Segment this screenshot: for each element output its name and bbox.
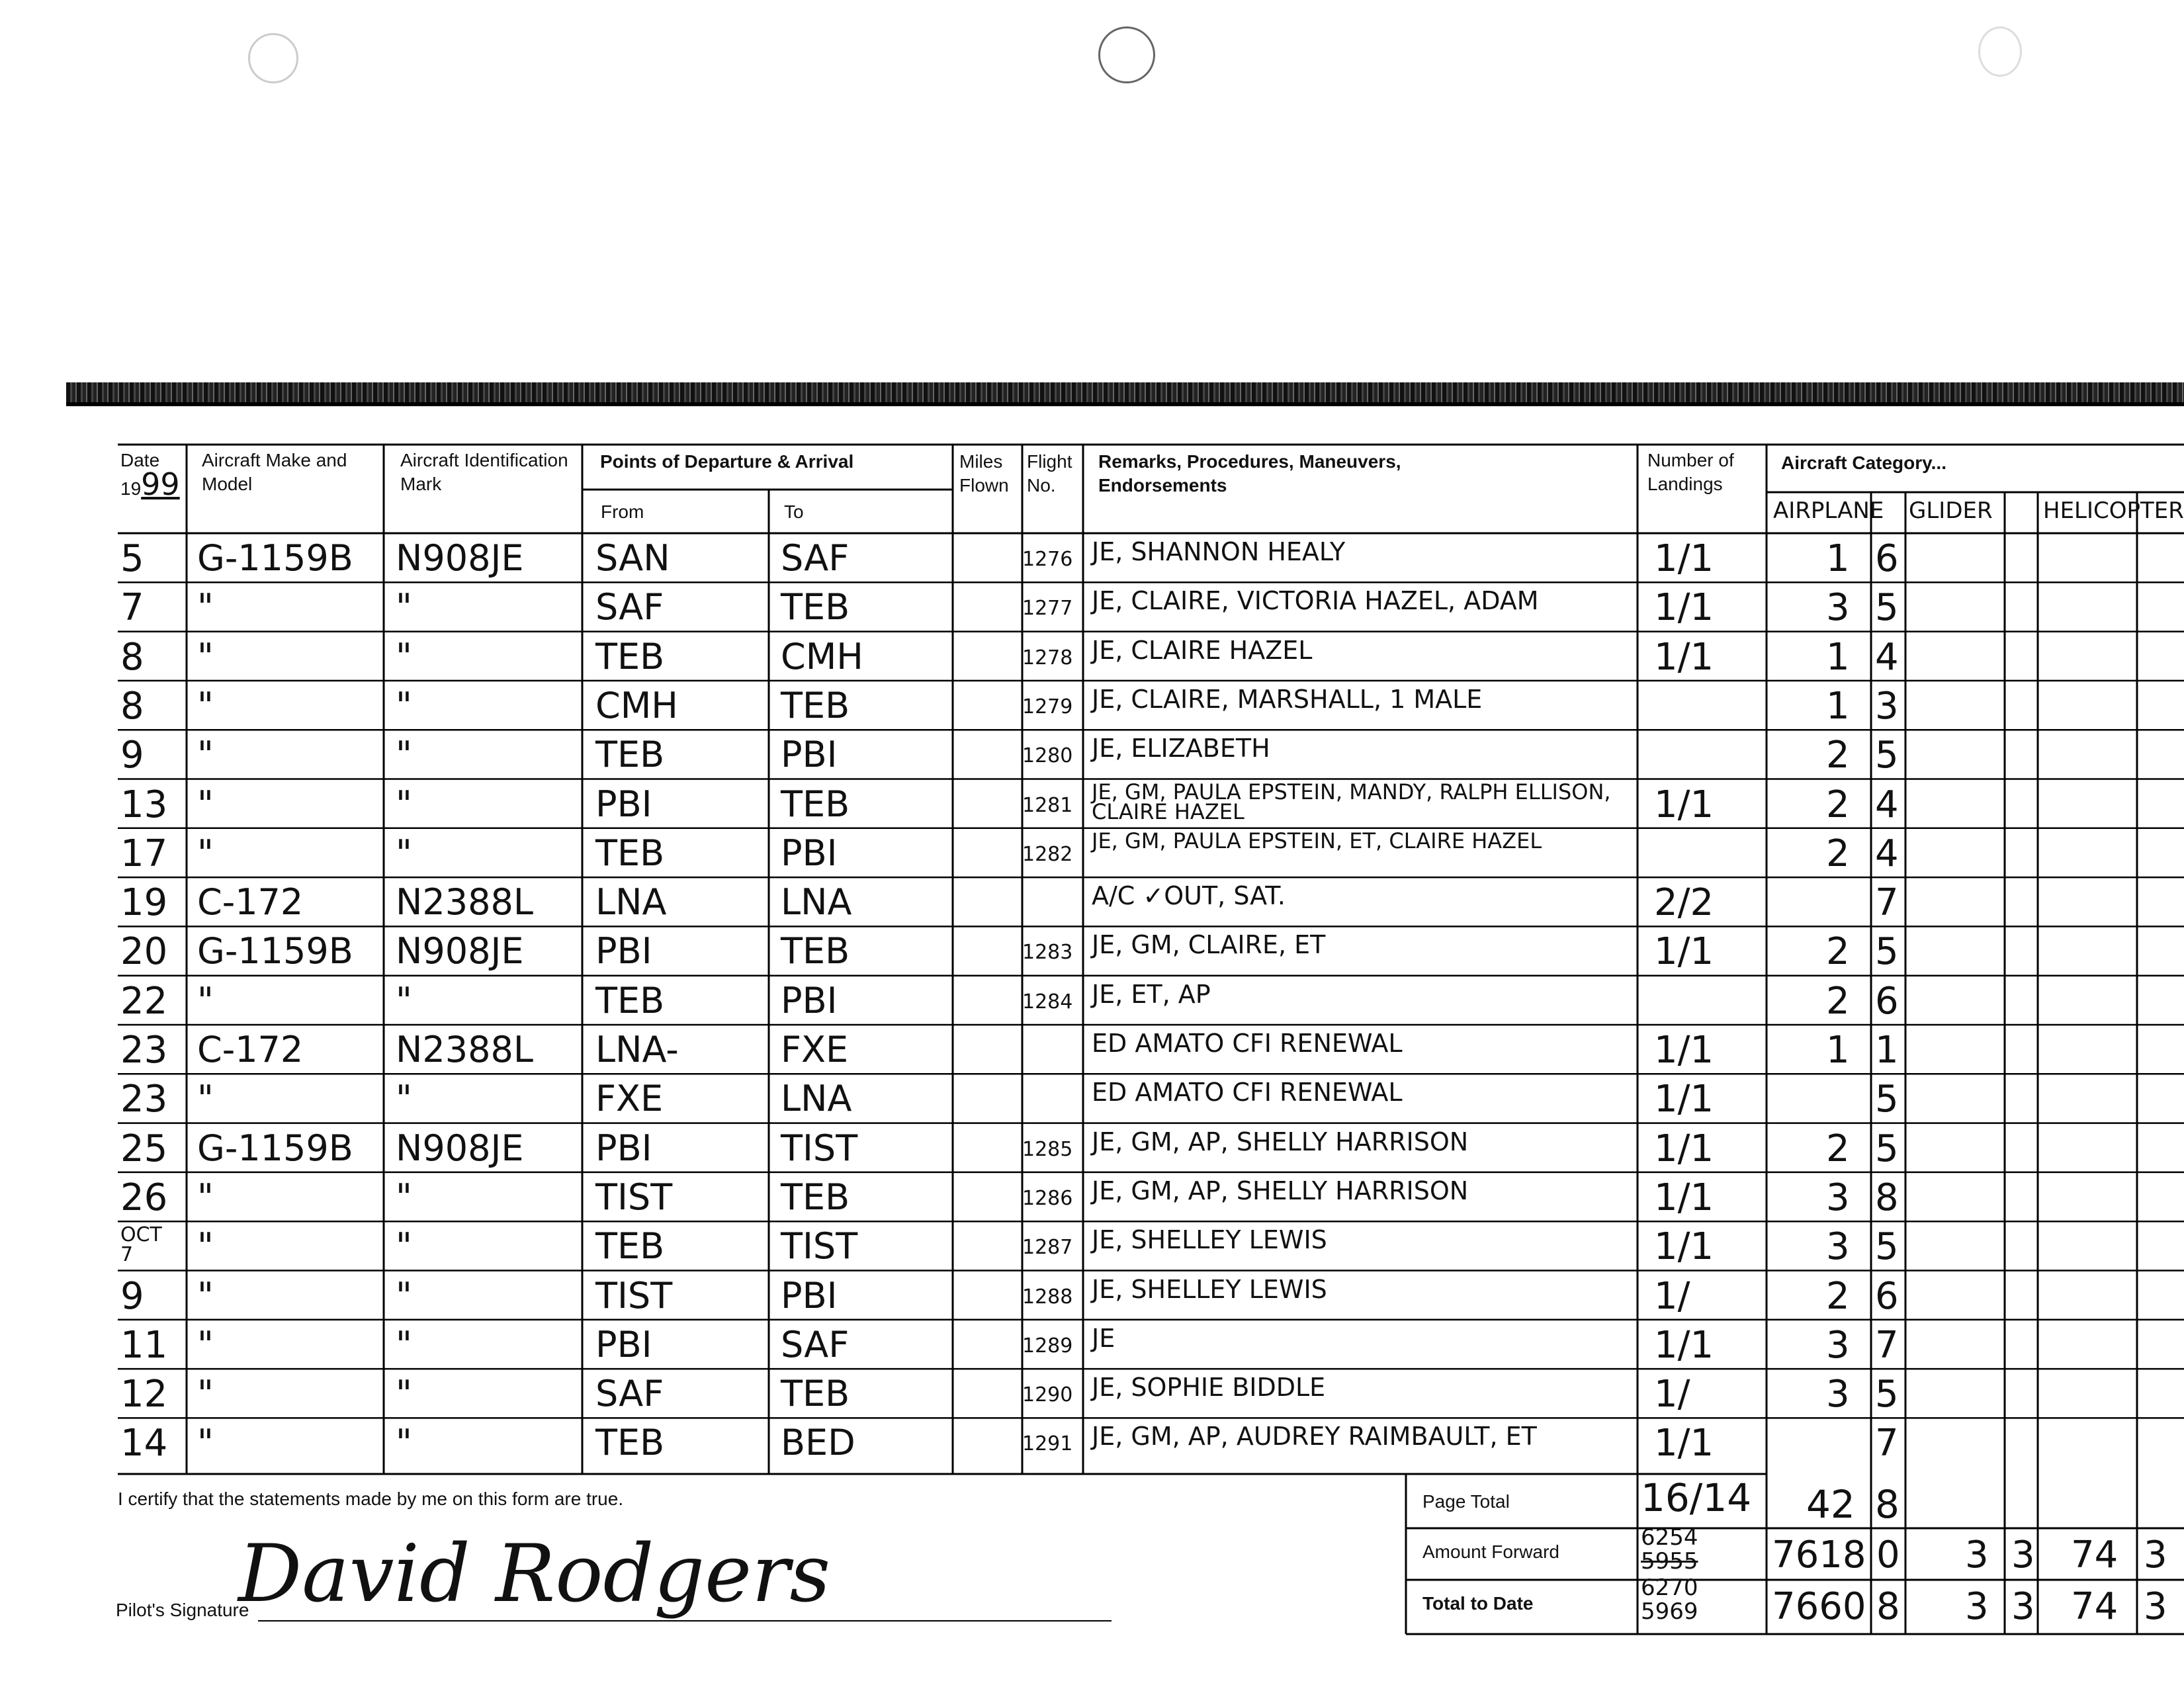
row-airplane-hours: 3	[1826, 586, 1850, 630]
total-glider-tenths: 3	[2011, 1585, 2035, 1628]
row-aircraft-mark: "	[396, 635, 412, 677]
row-airplane-hours: 2	[1826, 1127, 1850, 1170]
cat-glider: GLIDER	[1909, 497, 1993, 524]
row-airplane-tenths: 6	[1875, 979, 1899, 1023]
row-remarks: JE, GM, CLAIRE, ET	[1092, 930, 1326, 960]
row-flight-no: 1288	[1022, 1285, 1073, 1309]
row-to: TEB	[781, 586, 850, 628]
row-to: LNA	[781, 1078, 852, 1120]
row-landings: 1/1	[1654, 586, 1714, 630]
row-airplane-hours: 1	[1826, 684, 1850, 728]
row-aircraft-make: "	[197, 1078, 214, 1120]
row-airplane-tenths: 5	[1875, 1225, 1899, 1269]
row-landings: 1/1	[1654, 783, 1714, 826]
row-from: TEB	[595, 635, 665, 677]
forward-heli-hours: 74	[2071, 1534, 2118, 1577]
row-remarks: JE, GM, PAULA EPSTEIN, ET, CLAIRE HAZEL	[1092, 828, 1542, 853]
certify-text: I certify that the statements made by me on this form are true.	[118, 1489, 624, 1509]
forward-landings-top: 6254	[1641, 1524, 1698, 1551]
page-total-label: Page Total	[1422, 1491, 1510, 1512]
row-remarks: JE, SHELLEY LEWIS	[1092, 1225, 1327, 1255]
total-heli-hours: 74	[2071, 1585, 2118, 1628]
row-airplane-hours: 1	[1826, 635, 1850, 679]
row-flight-no: 1283	[1022, 941, 1073, 965]
row-aircraft-mark: N908JE	[396, 537, 524, 579]
pilot-signature	[238, 1528, 830, 1620]
row-aircraft-mark: N908JE	[396, 930, 524, 973]
row-landings: 1/1	[1654, 1029, 1714, 1072]
row-aircraft-mark: "	[396, 1422, 412, 1464]
row-aircraft-mark: "	[396, 734, 412, 776]
row-aircraft-make: "	[197, 1225, 214, 1268]
forward-hours: 7618	[1772, 1534, 1866, 1577]
row-from: PBI	[595, 1323, 652, 1365]
row-airplane-tenths: 7	[1875, 1323, 1899, 1367]
row-airplane-tenths: 4	[1875, 783, 1899, 826]
row-remarks: JE	[1092, 1323, 1115, 1353]
row-airplane-tenths: 4	[1875, 635, 1899, 679]
category-header	[1781, 451, 1946, 475]
row-to: BED	[781, 1422, 855, 1464]
row-from: TEB	[595, 832, 665, 874]
row-aircraft-make: "	[197, 586, 214, 628]
row-from: TEB	[595, 1225, 665, 1268]
row-airplane-hours: 2	[1826, 1274, 1850, 1318]
date-year-prefix: 19	[120, 478, 142, 499]
signature-label: Pilot's Signature	[116, 1600, 249, 1620]
flight-header: Flight No.	[1027, 451, 1072, 496]
row-from: PBI	[595, 783, 652, 825]
row-airplane-hours: 2	[1826, 734, 1850, 777]
row-aircraft-mark: "	[396, 1225, 412, 1268]
row-airplane-tenths: 7	[1875, 881, 1899, 925]
row-flight-no: 1287	[1022, 1236, 1073, 1260]
row-remarks: JE, SOPHIE BIDDLE	[1092, 1373, 1326, 1403]
forward-tenths: 0	[1876, 1534, 1900, 1577]
row-aircraft-make: "	[197, 832, 214, 874]
row-date: 20	[120, 930, 168, 974]
row-airplane-tenths: 3	[1875, 684, 1899, 728]
row-date: 7	[120, 586, 144, 630]
row-from: PBI	[595, 1127, 652, 1169]
row-flight-no: 1280	[1022, 744, 1073, 768]
row-remarks: A/C ✓OUT, SAT.	[1092, 881, 1286, 911]
row-landings: 1/1	[1654, 1323, 1714, 1367]
row-from: SAF	[595, 1373, 664, 1415]
row-flight-no: 1285	[1022, 1137, 1073, 1161]
row-aircraft-mark: "	[396, 1373, 412, 1415]
amount-forward-label: Amount Forward	[1422, 1541, 1559, 1562]
row-flight-no: 1279	[1022, 695, 1073, 718]
to-header: To	[784, 501, 804, 522]
row-date: 13	[120, 783, 168, 826]
row-remarks: JE, SHELLEY LEWIS	[1092, 1274, 1327, 1304]
row-date: 17	[120, 832, 168, 875]
row-flight-no: 1291	[1022, 1432, 1073, 1456]
row-airplane-hours: 2	[1826, 930, 1850, 974]
row-airplane-tenths: 5	[1875, 734, 1899, 777]
row-to: CMH	[781, 635, 863, 677]
row-airplane-hours: 2	[1826, 832, 1850, 875]
row-landings: 1/1	[1654, 1078, 1714, 1121]
row-from: PBI	[595, 930, 652, 973]
row-from: FXE	[595, 1078, 664, 1120]
row-flight-no: 1289	[1022, 1334, 1073, 1358]
row-date: 23	[120, 1078, 168, 1121]
row-airplane-tenths: 7	[1875, 1422, 1899, 1465]
row-to: TIST	[781, 1127, 858, 1169]
cat-helicopter: HELICOPTER	[2043, 497, 2184, 524]
total-to-date-label: Total to Date	[1422, 1593, 1534, 1614]
row-flight-no: 1290	[1022, 1383, 1073, 1407]
row-landings: 1/1	[1654, 1176, 1714, 1219]
row-aircraft-make: "	[197, 1373, 214, 1415]
row-airplane-hours: 2	[1826, 979, 1850, 1023]
total-tenths: 8	[1876, 1585, 1900, 1628]
row-to: TEB	[781, 1176, 850, 1218]
row-from: TIST	[595, 1176, 673, 1218]
row-aircraft-mark: "	[396, 586, 412, 628]
row-aircraft-mark: "	[396, 684, 412, 726]
row-remarks: ED AMATO CFI RENEWAL	[1092, 1078, 1403, 1107]
row-flight-no: 1282	[1022, 842, 1073, 866]
row-to: TIST	[781, 1225, 858, 1268]
row-to: PBI	[781, 734, 838, 776]
points-label: Points of Departure & Arrival	[600, 451, 854, 472]
row-landings: 1/1	[1654, 635, 1714, 679]
total-heli-tenths: 3	[2144, 1585, 2167, 1628]
row-date: 25	[120, 1127, 168, 1170]
page-total-hours: 42	[1806, 1482, 1855, 1527]
row-airplane-tenths: 8	[1875, 1176, 1899, 1219]
row-aircraft-make: "	[197, 1274, 214, 1317]
row-landings: 1/1	[1654, 1127, 1714, 1170]
row-flight-no: 1278	[1022, 646, 1073, 670]
from-header: From	[601, 501, 644, 522]
row-remarks: JE, SHANNON HEALY	[1092, 537, 1346, 566]
row-landings: 1/1	[1654, 1225, 1714, 1269]
row-aircraft-mark: "	[396, 1323, 412, 1365]
row-remarks: ED AMATO CFI RENEWAL	[1092, 1029, 1403, 1058]
row-aircraft-make: "	[197, 734, 214, 776]
row-date: 19	[120, 881, 168, 925]
row-flight-no: 1276	[1022, 548, 1073, 571]
row-aircraft-make: G-1159B	[197, 537, 353, 579]
row-aircraft-make: "	[197, 684, 214, 726]
miles-header: Miles Flown	[959, 451, 1009, 496]
row-from: TEB	[595, 979, 665, 1021]
row-aircraft-mark: N2388L	[396, 881, 533, 924]
row-from: TIST	[595, 1274, 673, 1317]
cat-airplane: AIRPLANE	[1773, 497, 1884, 524]
row-flight-no: 1284	[1022, 990, 1073, 1014]
row-airplane-tenths: 5	[1875, 930, 1899, 974]
row-date: 12	[120, 1373, 168, 1416]
row-aircraft-make: "	[197, 635, 214, 677]
row-flight-no: 1277	[1022, 597, 1073, 621]
row-flight-no: 1286	[1022, 1186, 1073, 1210]
row-remarks: JE, GM, AP, SHELLY HARRISON	[1092, 1176, 1469, 1205]
row-aircraft-make: "	[197, 1422, 214, 1464]
row-landings: 1/	[1654, 1373, 1690, 1416]
row-airplane-tenths: 5	[1875, 586, 1899, 630]
row-aircraft-mark: "	[396, 1176, 412, 1218]
row-date: 23	[120, 1029, 168, 1072]
row-landings: 1/1	[1654, 930, 1714, 974]
row-airplane-hours: 1	[1826, 1029, 1850, 1072]
row-date: 8	[120, 635, 144, 679]
row-to: TEB	[781, 684, 850, 726]
row-airplane-hours: 3	[1826, 1225, 1850, 1269]
row-from: TEB	[595, 734, 665, 776]
row-airplane-tenths: 1	[1875, 1029, 1899, 1072]
row-aircraft-make: G-1159B	[197, 1127, 353, 1169]
row-airplane-hours: 2	[1826, 783, 1850, 826]
points-header	[600, 450, 853, 474]
forward-landings-bottom: 5955	[1641, 1548, 1698, 1575]
page-total-tenths: 8	[1875, 1482, 1900, 1527]
forward-heli-tenths: 3	[2144, 1534, 2167, 1577]
row-airplane-hours: 1	[1826, 537, 1850, 580]
row-remarks: JE, GM, PAULA EPSTEIN, MANDY, RALPH ELLISON, CLAIRE HAZEL	[1092, 779, 1611, 824]
page-total-landings: 16/14	[1641, 1475, 1752, 1520]
row-from: TEB	[595, 1422, 665, 1464]
row-remarks: JE, CLAIRE, MARSHALL, 1 MALE	[1092, 684, 1483, 714]
row-airplane-hours: 3	[1826, 1323, 1850, 1367]
row-date: 26	[120, 1176, 168, 1219]
row-aircraft-make: "	[197, 1176, 214, 1218]
row-aircraft-mark: "	[396, 979, 412, 1021]
row-airplane-tenths: 5	[1875, 1373, 1899, 1416]
row-airplane-tenths: 6	[1875, 1274, 1899, 1318]
total-landings-bottom: 5969	[1641, 1598, 1698, 1625]
row-from: SAN	[595, 537, 670, 579]
row-aircraft-mark: "	[396, 1078, 412, 1120]
row-aircraft-mark: "	[396, 783, 412, 825]
row-airplane-tenths: 4	[1875, 832, 1899, 875]
row-to: LNA	[781, 881, 852, 924]
row-to: SAF	[781, 1323, 850, 1365]
row-airplane-tenths: 5	[1875, 1127, 1899, 1170]
row-aircraft-mark: N908JE	[396, 1127, 524, 1169]
row-remarks: JE, GM, AP, AUDREY RAIMBAULT, ET	[1092, 1422, 1537, 1451]
aircraft-make-header: Aircraft Make and Model	[202, 450, 347, 494]
row-date: 8	[120, 684, 144, 728]
row-aircraft-mark: "	[396, 832, 412, 874]
row-flight-no: 1281	[1022, 793, 1073, 817]
total-landings-top: 6270	[1641, 1575, 1698, 1601]
row-to: TEB	[781, 783, 850, 825]
row-aircraft-make: C-172	[197, 1029, 304, 1070]
row-date: OCT 7	[120, 1223, 162, 1267]
row-aircraft-make: G-1159B	[197, 930, 353, 973]
signature-text: David Rodgers	[238, 1528, 831, 1620]
row-to: FXE	[781, 1029, 849, 1070]
row-airplane-tenths: 5	[1875, 1078, 1899, 1121]
row-remarks: JE, ET, AP	[1092, 979, 1211, 1009]
forward-glider-tenths: 3	[2011, 1534, 2035, 1577]
row-from: CMH	[595, 684, 678, 726]
category-label: Aircraft Category...	[1781, 453, 1946, 473]
row-remarks: JE, CLAIRE HAZEL	[1092, 635, 1313, 665]
row-airplane-tenths: 6	[1875, 537, 1899, 580]
row-landings: 1/1	[1654, 1422, 1714, 1465]
date-year-suffix: 99	[141, 466, 180, 502]
date-label: Date	[120, 450, 160, 470]
row-aircraft-mark: "	[396, 1274, 412, 1317]
row-landings: 1/1	[1654, 537, 1714, 580]
aircraft-id-header: Aircraft Identification Mark	[400, 450, 568, 494]
row-date: 9	[120, 734, 144, 777]
row-to: PBI	[781, 979, 838, 1021]
remarks-label: Remarks, Procedures, Maneuvers, Endorsements	[1098, 451, 1401, 496]
row-from: LNA	[595, 881, 667, 924]
row-from: SAF	[595, 586, 664, 628]
row-aircraft-make: C-172	[197, 881, 304, 924]
row-aircraft-make: "	[197, 1323, 214, 1365]
row-to: PBI	[781, 832, 838, 874]
row-date: 22	[120, 979, 168, 1023]
row-aircraft-make: "	[197, 783, 214, 825]
row-date: 5	[120, 537, 144, 580]
row-aircraft-make: "	[197, 979, 214, 1021]
row-to: SAF	[781, 537, 850, 579]
row-aircraft-mark: N2388L	[396, 1029, 533, 1070]
row-remarks: JE, GM, AP, SHELLY HARRISON	[1092, 1127, 1469, 1156]
remarks-header	[1098, 450, 1469, 497]
row-to: TEB	[781, 1373, 850, 1415]
total-hours: 7660	[1772, 1585, 1866, 1628]
row-airplane-hours: 3	[1826, 1373, 1850, 1416]
row-date: 9	[120, 1274, 144, 1318]
date-header	[120, 449, 180, 501]
row-landings: 2/2	[1654, 881, 1714, 925]
row-remarks: JE, ELIZABETH	[1092, 734, 1270, 763]
landings-header: Number of Landings	[1647, 450, 1734, 494]
row-airplane-hours: 3	[1826, 1176, 1850, 1219]
row-to: PBI	[781, 1274, 838, 1317]
row-date: 11	[120, 1323, 168, 1367]
row-date: 14	[120, 1422, 168, 1465]
row-to: TEB	[781, 930, 850, 973]
total-glider-hours: 3	[1965, 1585, 1989, 1628]
forward-glider-hours: 3	[1965, 1534, 1989, 1577]
row-from: LNA-	[595, 1029, 679, 1070]
row-remarks: JE, CLAIRE, VICTORIA HAZEL, ADAM	[1092, 586, 1539, 616]
row-landings: 1/	[1654, 1274, 1690, 1318]
